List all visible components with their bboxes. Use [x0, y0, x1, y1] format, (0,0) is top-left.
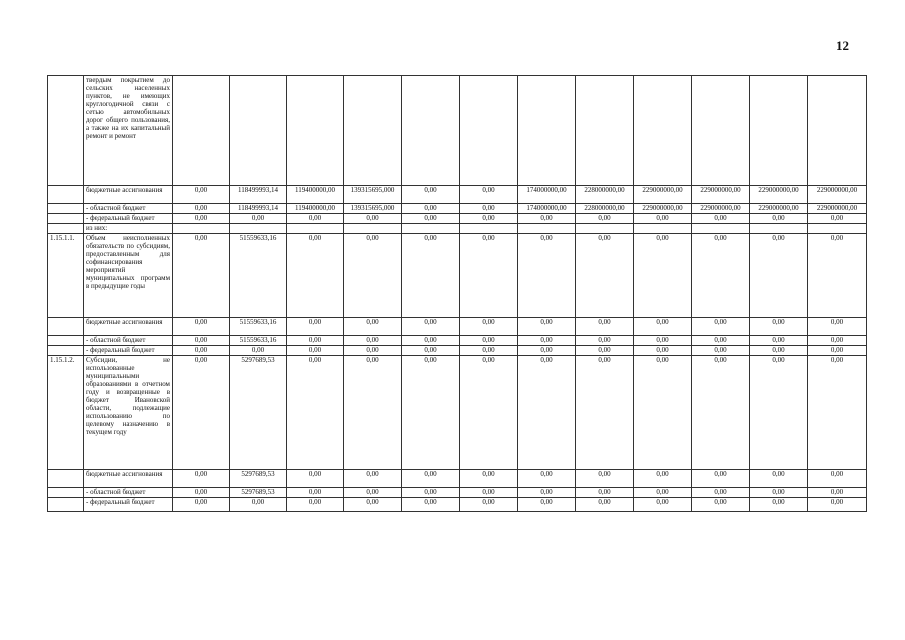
table-row	[48, 224, 867, 234]
row-description: Субсидии, не использованные муниципальными образованиями в отчетном году и возвращенные в бюджет Ивановской области, подлежащие использованию по целевому назначению в текущем году	[84, 356, 173, 470]
value-cell: 0,00	[634, 214, 692, 224]
value-cell: 0,00	[344, 336, 402, 346]
value-cell: 0,00	[692, 336, 750, 346]
table-row	[48, 498, 867, 512]
value-cell: 0,00	[173, 498, 230, 512]
value-cell: 0,00	[173, 204, 230, 214]
row-code: 1.15.1.2.	[48, 356, 84, 470]
row-code	[48, 346, 84, 356]
value-cell	[750, 224, 808, 234]
value-cell: 0,00	[750, 488, 808, 498]
value-cell: 0,00	[402, 356, 460, 470]
value-cell	[402, 76, 460, 186]
table-row	[48, 204, 867, 214]
row-description: - областной бюджет	[84, 336, 173, 346]
value-cell: 0,00	[634, 318, 692, 336]
value-cell: 0,00	[460, 204, 518, 214]
value-cell: 0,00	[576, 346, 634, 356]
value-cell: 0,00	[402, 186, 460, 204]
value-cell: 0,00	[634, 234, 692, 318]
value-cell: 119400000,00	[287, 186, 344, 204]
value-cell: 0,00	[518, 488, 576, 498]
value-cell	[460, 224, 518, 234]
value-cell: 0,00	[230, 346, 287, 356]
value-cell: 0,00	[287, 318, 344, 336]
row-description: - федеральный бюджет	[84, 346, 173, 356]
value-cell: 0,00	[402, 336, 460, 346]
table-row	[48, 356, 867, 470]
value-cell: 0,00	[576, 336, 634, 346]
value-cell: 0,00	[518, 214, 576, 224]
value-cell: 0,00	[518, 498, 576, 512]
value-cell	[808, 224, 867, 234]
value-cell: 0,00	[518, 470, 576, 488]
value-cell	[230, 76, 287, 186]
value-cell: 0,00	[287, 346, 344, 356]
value-cell: 0,00	[173, 346, 230, 356]
value-cell: 0,00	[344, 318, 402, 336]
value-cell	[230, 224, 287, 234]
value-cell: 51559633,16	[230, 234, 287, 318]
value-cell	[576, 224, 634, 234]
value-cell	[402, 224, 460, 234]
value-cell: 0,00	[287, 234, 344, 318]
value-cell: 0,00	[344, 346, 402, 356]
value-cell: 5297689,53	[230, 356, 287, 470]
value-cell: 174000000,00	[518, 186, 576, 204]
value-cell: 0,00	[576, 488, 634, 498]
table-row	[48, 336, 867, 346]
row-description: - федеральный бюджет	[84, 214, 173, 224]
value-cell: 0,00	[287, 214, 344, 224]
value-cell: 0,00	[344, 234, 402, 318]
value-cell: 139315695,000	[344, 186, 402, 204]
value-cell: 0,00	[402, 204, 460, 214]
value-cell: 0,00	[808, 356, 867, 470]
value-cell: 0,00	[173, 488, 230, 498]
value-cell: 229000000,00	[750, 186, 808, 204]
value-cell: 0,00	[576, 318, 634, 336]
value-cell: 0,00	[576, 234, 634, 318]
value-cell: 0,00	[634, 498, 692, 512]
value-cell: 0,00	[634, 356, 692, 470]
value-cell: 0,00	[402, 498, 460, 512]
row-code: 1.15.1.1.	[48, 234, 84, 318]
value-cell: 229000000,00	[692, 204, 750, 214]
value-cell: 0,00	[808, 214, 867, 224]
value-cell: 0,00	[576, 356, 634, 470]
value-cell: 0,00	[750, 356, 808, 470]
value-cell: 51559633,16	[230, 318, 287, 336]
value-cell: 228000000,00	[576, 204, 634, 214]
page-number: 12	[836, 38, 849, 53]
value-cell: 174000000,00	[518, 204, 576, 214]
value-cell: 118499993,14	[230, 204, 287, 214]
value-cell: 0,00	[518, 356, 576, 470]
value-cell: 0,00	[460, 356, 518, 470]
value-cell: 0,00	[634, 488, 692, 498]
row-description: - областной бюджет	[84, 488, 173, 498]
value-cell	[518, 224, 576, 234]
row-description: Объем неисполненных обязательств по субсидиям, предоставленным для софинансирования мероприятий муниципальных программ в предыдущие годы	[84, 234, 173, 318]
value-cell: 229000000,00	[634, 204, 692, 214]
row-code	[48, 336, 84, 346]
value-cell	[173, 76, 230, 186]
value-cell: 0,00	[808, 346, 867, 356]
value-cell	[287, 76, 344, 186]
value-cell: 0,00	[518, 234, 576, 318]
value-cell: 5297689,53	[230, 470, 287, 488]
value-cell: 0,00	[808, 234, 867, 318]
value-cell: 0,00	[808, 336, 867, 346]
value-cell: 0,00	[230, 498, 287, 512]
value-cell	[518, 76, 576, 186]
value-cell: 0,00	[808, 488, 867, 498]
value-cell: 0,00	[518, 318, 576, 336]
table-row	[48, 488, 867, 498]
value-cell: 0,00	[460, 214, 518, 224]
value-cell: 0,00	[576, 470, 634, 488]
value-cell	[287, 224, 344, 234]
row-description: твердым покрытием до сельских населенных пунктов, не имеющих круглогодичной связи с сетью автомобильных дорог общего пользования, а также на их капитальный ремонт и ремонт	[84, 76, 173, 186]
row-code	[48, 470, 84, 488]
value-cell: 0,00	[402, 488, 460, 498]
value-cell: 0,00	[173, 186, 230, 204]
value-cell: 0,00	[460, 488, 518, 498]
value-cell: 0,00	[460, 336, 518, 346]
value-cell	[750, 76, 808, 186]
value-cell: 0,00	[576, 214, 634, 224]
value-cell: 0,00	[402, 346, 460, 356]
row-code	[48, 488, 84, 498]
value-cell: 0,00	[518, 346, 576, 356]
row-code	[48, 186, 84, 204]
value-cell: 0,00	[460, 186, 518, 204]
value-cell: 228000000,00	[576, 186, 634, 204]
value-cell: 0,00	[287, 336, 344, 346]
table-row	[48, 76, 867, 186]
budget-table	[47, 75, 867, 512]
value-cell: 0,00	[750, 470, 808, 488]
value-cell: 0,00	[173, 234, 230, 318]
value-cell: 0,00	[750, 214, 808, 224]
value-cell: 0,00	[287, 470, 344, 488]
value-cell: 229000000,00	[750, 204, 808, 214]
row-description: бюджетные ассигнования	[84, 186, 173, 204]
value-cell: 118499993,14	[230, 186, 287, 204]
value-cell: 0,00	[344, 356, 402, 470]
value-cell	[576, 76, 634, 186]
row-code	[48, 224, 84, 234]
value-cell: 0,00	[173, 318, 230, 336]
value-cell: 0,00	[460, 234, 518, 318]
value-cell: 0,00	[460, 498, 518, 512]
value-cell	[344, 76, 402, 186]
value-cell: 119400000,00	[287, 204, 344, 214]
value-cell: 0,00	[173, 336, 230, 346]
value-cell	[344, 224, 402, 234]
value-cell: 0,00	[344, 470, 402, 488]
value-cell	[173, 224, 230, 234]
value-cell: 0,00	[750, 336, 808, 346]
value-cell: 0,00	[634, 470, 692, 488]
table-row	[48, 214, 867, 224]
value-cell: 0,00	[344, 214, 402, 224]
value-cell: 0,00	[634, 346, 692, 356]
table-row	[48, 470, 867, 488]
value-cell: 229000000,00	[634, 186, 692, 204]
value-cell: 0,00	[460, 346, 518, 356]
value-cell: 0,00	[344, 498, 402, 512]
value-cell: 0,00	[634, 336, 692, 346]
value-cell: 0,00	[402, 214, 460, 224]
value-cell: 0,00	[808, 470, 867, 488]
value-cell: 0,00	[460, 318, 518, 336]
value-cell	[808, 76, 867, 186]
value-cell: 0,00	[460, 470, 518, 488]
value-cell: 0,00	[173, 470, 230, 488]
value-cell: 0,00	[402, 470, 460, 488]
value-cell: 0,00	[287, 488, 344, 498]
value-cell: 0,00	[750, 498, 808, 512]
value-cell: 229000000,00	[692, 186, 750, 204]
value-cell: 0,00	[692, 234, 750, 318]
value-cell: 0,00	[750, 234, 808, 318]
value-cell: 0,00	[750, 346, 808, 356]
value-cell: 0,00	[287, 498, 344, 512]
value-cell	[692, 76, 750, 186]
value-cell	[634, 76, 692, 186]
value-cell: 5297689,53	[230, 488, 287, 498]
value-cell: 0,00	[692, 318, 750, 336]
value-cell: 0,00	[576, 498, 634, 512]
value-cell: 0,00	[692, 470, 750, 488]
value-cell: 0,00	[692, 214, 750, 224]
value-cell: 51559633,16	[230, 336, 287, 346]
value-cell: 0,00	[808, 318, 867, 336]
row-description: - федеральный бюджет	[84, 498, 173, 512]
row-description: из них:	[84, 224, 173, 234]
value-cell	[460, 76, 518, 186]
value-cell: 229000000,00	[808, 204, 867, 214]
value-cell: 0,00	[173, 356, 230, 470]
row-code	[48, 318, 84, 336]
value-cell: 0,00	[808, 498, 867, 512]
value-cell: 139315695,000	[344, 204, 402, 214]
table-row	[48, 346, 867, 356]
value-cell: 0,00	[287, 356, 344, 470]
row-description: - областной бюджет	[84, 204, 173, 214]
value-cell: 0,00	[692, 498, 750, 512]
value-cell: 0,00	[692, 488, 750, 498]
value-cell	[692, 224, 750, 234]
table-row	[48, 234, 867, 318]
value-cell: 0,00	[402, 318, 460, 336]
row-description: бюджетные ассигнования	[84, 470, 173, 488]
table-row	[48, 186, 867, 204]
row-description: бюджетные ассигнования	[84, 318, 173, 336]
row-code	[48, 214, 84, 224]
table-row	[48, 318, 867, 336]
value-cell: 0,00	[230, 214, 287, 224]
value-cell: 0,00	[518, 336, 576, 346]
row-code	[48, 498, 84, 512]
value-cell: 0,00	[402, 234, 460, 318]
row-code	[48, 76, 84, 186]
value-cell: 0,00	[692, 346, 750, 356]
value-cell: 229000000,00	[808, 186, 867, 204]
value-cell: 0,00	[750, 318, 808, 336]
value-cell	[634, 224, 692, 234]
value-cell: 0,00	[692, 356, 750, 470]
row-code	[48, 204, 84, 214]
value-cell: 0,00	[173, 214, 230, 224]
value-cell: 0,00	[344, 488, 402, 498]
